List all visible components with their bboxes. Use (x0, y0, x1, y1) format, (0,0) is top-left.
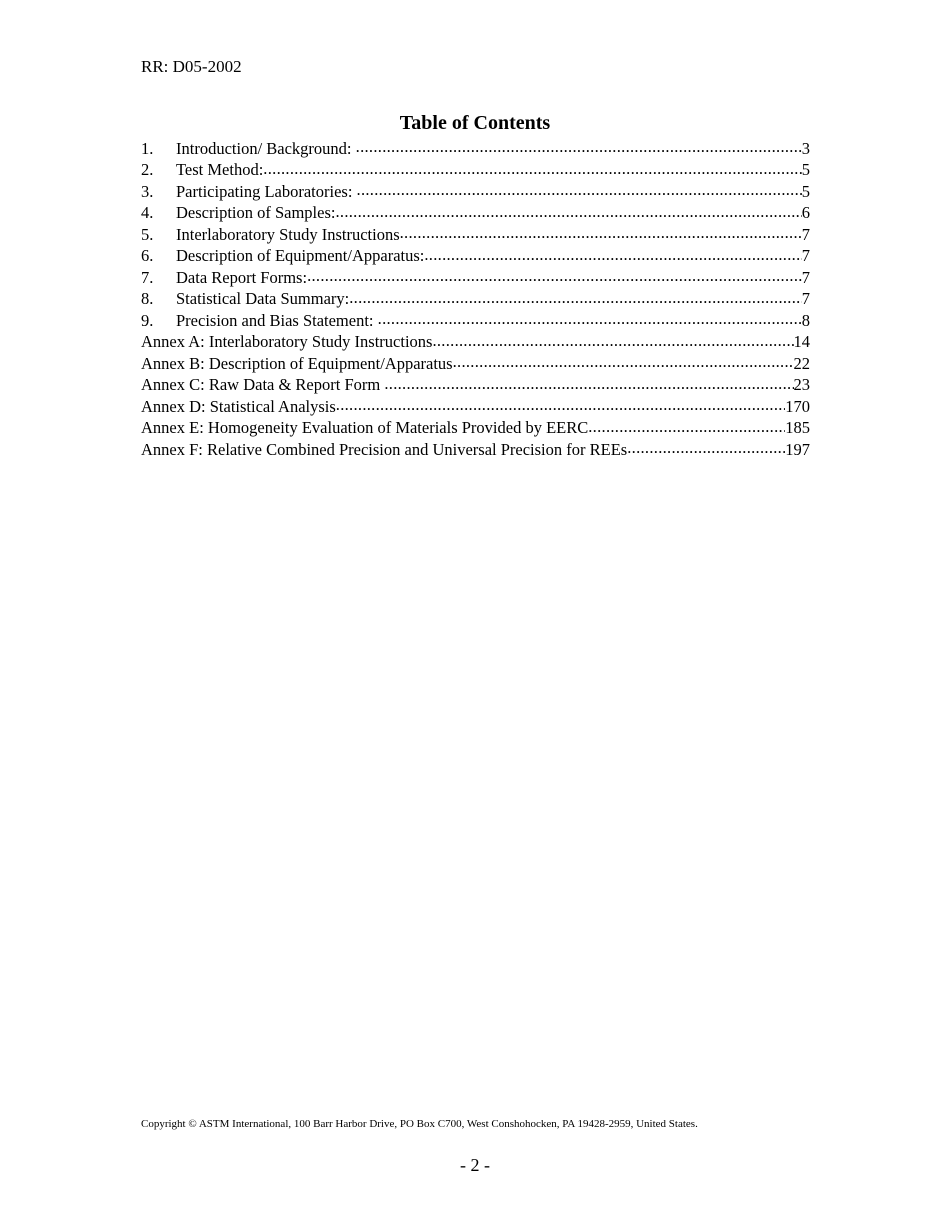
toc-entry-page: 185 (785, 418, 810, 437)
toc-entry-number: 8. (141, 289, 154, 308)
toc-entry-number: 5. (141, 224, 154, 244)
toc-entry-page: 7 (801, 267, 810, 287)
toc-dot-leader (453, 352, 794, 369)
toc-entry-label: Statistical Data Summary: (176, 289, 350, 308)
toc-entry-label: Annex A: Interlaboratory Study Instructions (141, 332, 433, 351)
toc-dot-leader (356, 137, 802, 154)
toc-dot-leader (378, 309, 802, 326)
toc-entry-number: 9. (141, 310, 154, 330)
toc-entry[interactable] (141, 266, 810, 288)
toc-entry-page: 22 (793, 353, 810, 373)
toc-entry-page: 5 (801, 181, 810, 201)
toc-dot-leader (384, 374, 793, 391)
toc-entry-number: 1. (141, 138, 154, 158)
toc-entry[interactable] (141, 374, 810, 396)
table-of-contents (141, 137, 810, 460)
toc-entry[interactable] (141, 438, 810, 460)
toc-entry-page: 6 (801, 203, 810, 222)
toc-entry-page: 14 (793, 332, 810, 351)
toc-entry-page: 8 (801, 310, 810, 330)
toc-entry-page: 7 (801, 224, 810, 244)
toc-entry-page: 23 (793, 375, 810, 394)
toc-entry-page: 7 (801, 246, 810, 265)
toc-entry-page: 3 (801, 138, 810, 158)
toc-entry[interactable] (141, 137, 810, 159)
toc-dot-leader (357, 180, 802, 197)
toc-entry-number: 6. (141, 246, 154, 265)
toc-entry[interactable] (141, 245, 810, 267)
toc-entry-page: 197 (785, 439, 810, 459)
toc-entry-label: Description of Equipment/Apparatus: (176, 246, 425, 265)
toc-dot-leader (588, 417, 785, 434)
page-number: - 2 - (460, 1155, 490, 1175)
toc-dot-leader (336, 395, 785, 412)
toc-dot-leader (349, 288, 802, 305)
toc-dot-leader (307, 266, 802, 283)
toc-entry-label: Introduction/ Background: (176, 138, 356, 158)
toc-dot-leader (400, 223, 802, 240)
toc-entry-number: 7. (141, 267, 154, 287)
document-reference: RR: D05-2002 (141, 57, 242, 76)
toc-entry[interactable] (141, 202, 810, 224)
toc-entry[interactable] (141, 352, 810, 374)
toc-entry-number: 4. (141, 203, 154, 222)
toc-dot-leader (424, 245, 801, 262)
toc-entry[interactable] (141, 159, 810, 181)
toc-entry[interactable] (141, 309, 810, 331)
toc-dot-leader (263, 159, 801, 176)
toc-entry[interactable] (141, 331, 810, 353)
toc-entry-label: Participating Laboratories: (176, 181, 357, 201)
toc-entry[interactable] (141, 417, 810, 439)
toc-entry-page: 7 (801, 289, 810, 308)
copyright-notice: Copyright © ASTM International, 100 Barr Harbor Drive, PO Box C700, West Conshohocken, PA 19428-2959, United States. (141, 1118, 698, 1130)
toc-entry-label: Annex D: Statistical Analysis (141, 396, 336, 416)
toc-dot-leader (432, 331, 793, 348)
toc-entry-label: Description of Samples: (176, 203, 336, 222)
toc-entry-label: Annex C: Raw Data & Report Form (141, 375, 385, 394)
toc-dot-leader (335, 202, 801, 219)
toc-entry-label: Interlaboratory Study Instructions (176, 224, 400, 244)
toc-entry-label: Data Report Forms: (176, 267, 308, 287)
toc-entry-label: Test Method: (176, 160, 264, 179)
toc-entry[interactable] (141, 288, 810, 310)
toc-entry-label: Annex B: Description of Equipment/Apparatus (141, 353, 453, 373)
toc-entry-page: 5 (801, 160, 810, 179)
toc-entry[interactable] (141, 395, 810, 417)
toc-entry-label: Annex F: Relative Combined Precision and Universal Precision for REEs (141, 439, 628, 459)
toc-entry-label: Precision and Bias Statement: (176, 310, 378, 330)
toc-title: Table of Contents (399, 112, 551, 134)
toc-entry-number: 3. (141, 181, 154, 201)
toc-entry-number: 2. (141, 160, 154, 179)
toc-entry-page: 170 (785, 396, 810, 416)
toc-dot-leader (627, 438, 785, 455)
toc-entry-label: Annex E: Homogeneity Evaluation of Materials Provided by EERC (141, 418, 589, 437)
toc-entry[interactable] (141, 180, 810, 202)
toc-entry[interactable] (141, 223, 810, 245)
